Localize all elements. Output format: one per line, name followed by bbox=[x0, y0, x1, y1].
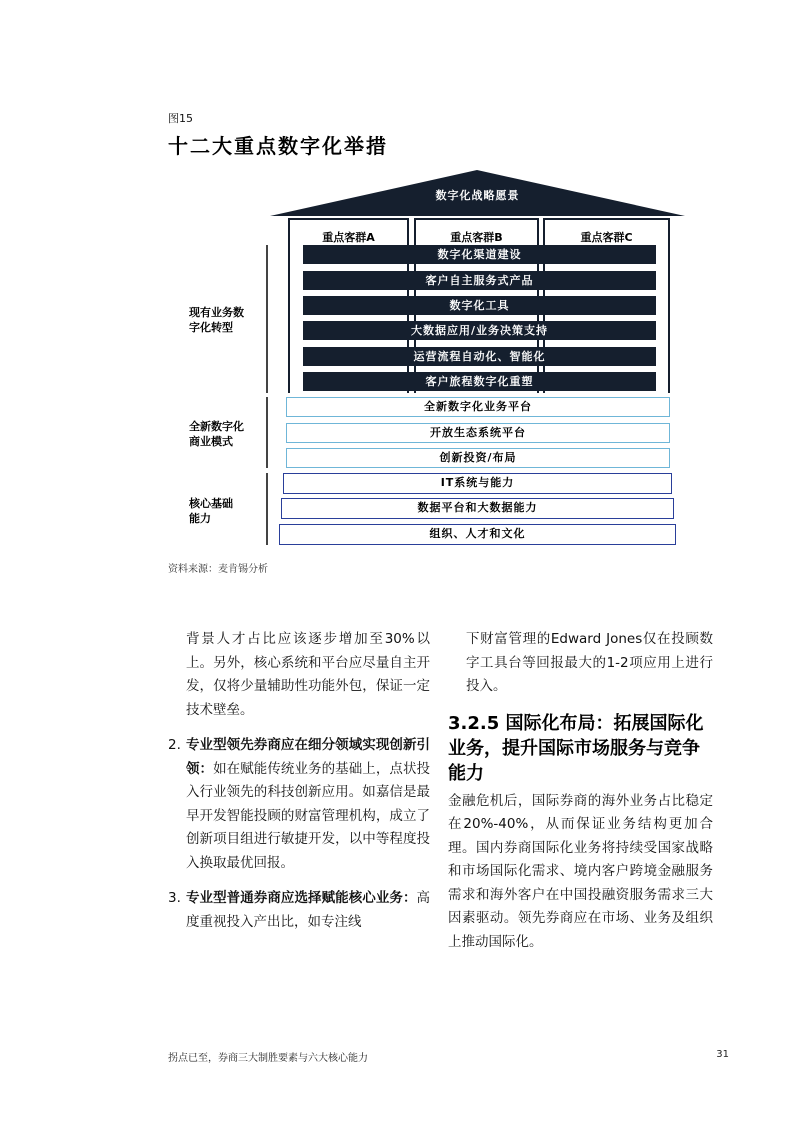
left-intro-paragraph: 背景人才占比应该逐步增加至30%以上。另外，核心系统和平台应尽量自主开发，仅将少量辅助性功能外包，保证一定技术壁垒。 bbox=[186, 631, 430, 718]
side-label-group1-line2: 字化转型 bbox=[189, 321, 233, 334]
pillar-label-b: 重点客群B bbox=[450, 231, 503, 244]
side-label-group3 bbox=[189, 496, 261, 526]
list-item-3 bbox=[168, 887, 430, 934]
group-line-3 bbox=[266, 473, 268, 545]
side-label-group1 bbox=[189, 305, 261, 335]
section-heading: 3.2.5 国际化布局：拓展国际化业务，提升国际市场服务与竞争能力 bbox=[448, 712, 704, 784]
dark-bar-1: 数字化渠道建设 bbox=[303, 245, 656, 264]
side-label-group2-line1: 全新数字化 bbox=[189, 420, 244, 433]
pillar-label-a: 重点客群A bbox=[322, 231, 375, 244]
blue-bar-1: IT系统与能力 bbox=[283, 473, 672, 494]
pillar-label-c: 重点客群C bbox=[580, 231, 633, 244]
group-line-2 bbox=[266, 397, 268, 468]
light-bar-3: 创新投资/布局 bbox=[286, 448, 670, 468]
side-label-group2 bbox=[189, 419, 261, 449]
dark-bar-3: 数字化工具 bbox=[303, 296, 656, 315]
figure-source: 资料来源：麦肯锡分析 bbox=[168, 564, 268, 575]
list-item-2 bbox=[168, 734, 430, 875]
footer-title: 拐点已至，券商三大制胜要素与六大核心能力 bbox=[168, 1053, 368, 1064]
side-label-group3-line2: 能力 bbox=[189, 512, 211, 525]
light-bar-1: 全新数字化业务平台 bbox=[286, 397, 670, 417]
side-label-group2-line2: 商业模式 bbox=[189, 435, 233, 448]
list-item-2-heading: 专业型领先券商应在细分领域实现创新引领： bbox=[186, 737, 430, 777]
group-line-1 bbox=[266, 245, 268, 393]
dark-bar-6: 客户旅程数字化重塑 bbox=[303, 372, 656, 391]
figure-title: 十二大重点数字化举措 bbox=[168, 134, 388, 158]
page-number: 31 bbox=[716, 1049, 729, 1060]
dark-bar-4: 大数据应用/业务决策支持 bbox=[303, 321, 656, 340]
blue-bar-2: 数据平台和大数据能力 bbox=[281, 498, 674, 519]
dark-bar-2: 客户自主服务式产品 bbox=[303, 271, 656, 290]
list-item-3-text: 高度重视投入产出比，如专注线 bbox=[186, 890, 430, 930]
blue-bar-3: 组织、人才和文化 bbox=[279, 524, 676, 545]
roof-label: 数字化战略愿景 bbox=[435, 189, 520, 202]
list-item-3-heading: 专业型普通券商应选择赋能核心业务： bbox=[186, 890, 417, 906]
light-bar-2: 开放生态系统平台 bbox=[286, 423, 670, 443]
section-paragraph: 金融危机后，国际券商的海外业务占比稳定在20%-40%，从而保证业务结构更加合理。国内券商国际化业务将持续受国家战略和市场国际化需求、境内客户跨境金融服务需求和海外客户在中国投融资服务需求三大因素驱动。领先券商应在市场、业务及组织上推动国际化。 bbox=[448, 792, 713, 950]
list-item-3-number: 3. bbox=[168, 890, 181, 906]
list-item-2-text: 如在赋能传统业务的基础上，点状投入行业领先的科技创新应用。如嘉信是最早开发智能投顾的财富管理机构，成立了创新项目组进行敏捷开发，以中等程度投入换取最优回报。 bbox=[186, 760, 431, 871]
figure-number: 图15 bbox=[168, 112, 193, 125]
side-label-group3-line1: 核心基础 bbox=[189, 497, 233, 510]
dark-bar-5: 运营流程自动化、智能化 bbox=[303, 347, 656, 366]
list-item-2-number: 2. bbox=[168, 737, 181, 753]
right-intro-paragraph: 下财富管理的Edward Jones仅在投顾数字工具台等回报最大的1-2项应用上进行投入。 bbox=[466, 631, 713, 694]
left-column bbox=[168, 628, 430, 934]
side-label-group1-line1: 现有业务数 bbox=[189, 306, 244, 319]
right-column bbox=[448, 628, 713, 954]
